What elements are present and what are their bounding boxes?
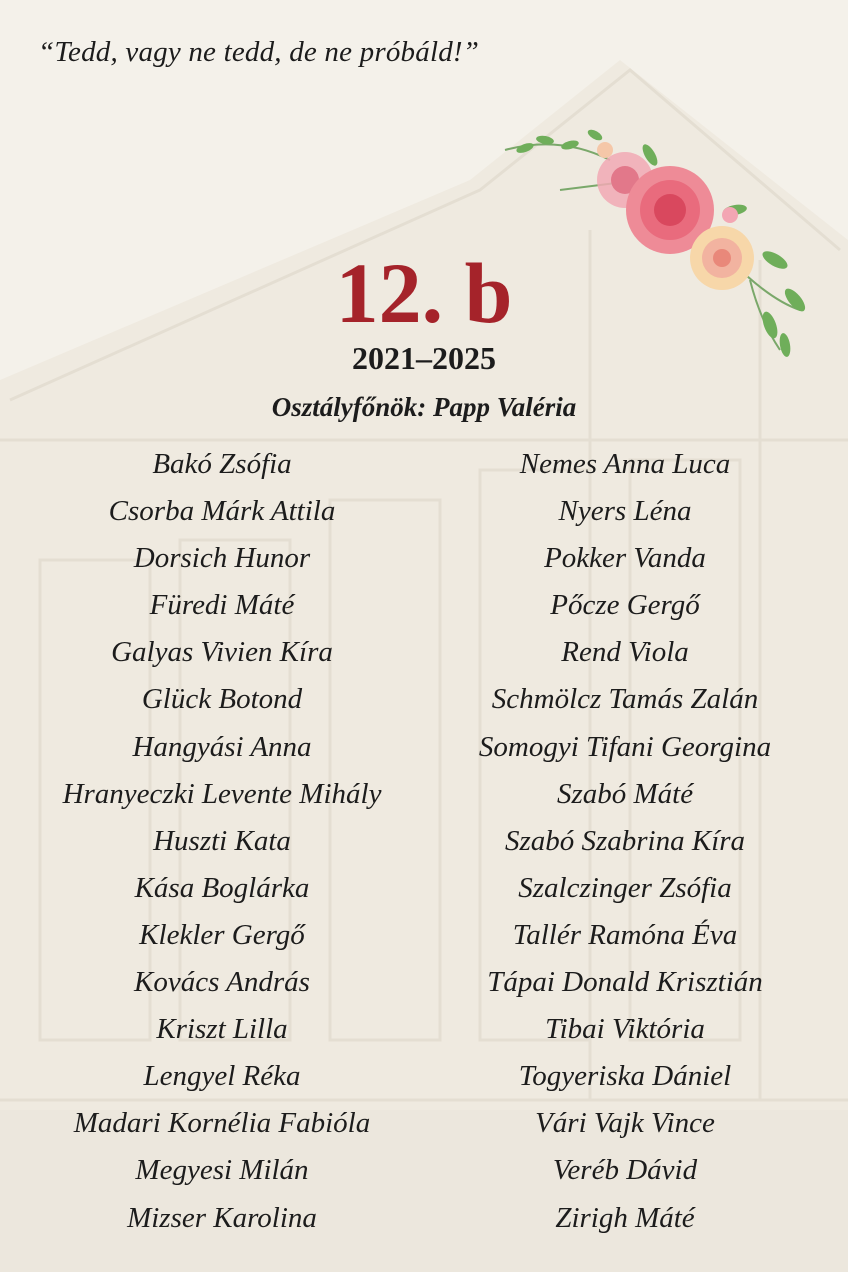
student-name: Tápai Donald Krisztián xyxy=(487,966,763,999)
student-list-right xyxy=(413,446,837,1247)
student-name: Kása Boglárka xyxy=(134,871,310,904)
student-name: Schmölcz Tamás Zalán xyxy=(491,683,759,716)
student-name: Szabó Szabrina Kíra xyxy=(504,824,746,857)
student-name: Lengyel Réka xyxy=(143,1060,301,1093)
student-name: Nemes Anna Luca xyxy=(519,448,731,480)
head-teacher: Osztályfőnök: Papp Valéria xyxy=(271,392,577,422)
student-name: Dorsich Hunor xyxy=(133,542,311,575)
student-name: Madari Kornélia Fabióla xyxy=(73,1107,371,1140)
student-list-left xyxy=(10,446,434,1247)
student-name: Nyers Léna xyxy=(558,495,692,528)
student-name: Pokker Vanda xyxy=(544,542,706,575)
student-name: Huszti Kata xyxy=(153,824,291,857)
student-name: Szabó Máté xyxy=(556,777,694,810)
student-name: Zirigh Máté xyxy=(555,1201,695,1234)
student-name: Hranyeczki Levente Mihály xyxy=(62,777,382,810)
student-name: Pőcze Gergő xyxy=(550,589,700,622)
class-title: 12. b xyxy=(335,245,513,341)
student-name: Megyesi Milán xyxy=(135,1154,309,1187)
student-name: Glück Botond xyxy=(141,683,303,716)
student-name: Tibai Viktória xyxy=(545,1013,705,1046)
student-name: Kriszt Lilla xyxy=(156,1013,288,1046)
student-name: Veréb Dávid xyxy=(552,1154,698,1187)
student-name: Bakó Zsófia xyxy=(152,448,292,480)
student-name: Somogyi Tifani Georgina xyxy=(478,730,772,763)
student-name: Tallér Ramóna Éva xyxy=(512,918,738,951)
quote: “Tedd, vagy ne tedd, de ne próbáld!” xyxy=(38,36,480,68)
student-name: Kovács András xyxy=(134,966,310,999)
student-name: Csorba Márk Attila xyxy=(108,495,336,528)
student-name: Hangyási Anna xyxy=(132,730,312,763)
student-name: Vári Vajk Vince xyxy=(535,1107,715,1140)
student-name: Mizser Karolina xyxy=(127,1201,317,1234)
student-name: Togyeriska Dániel xyxy=(518,1060,732,1093)
student-name: Galyas Vivien Kíra xyxy=(111,636,333,669)
student-name: Füredi Máté xyxy=(149,589,295,622)
student-name: Rend Viola xyxy=(561,636,689,669)
student-name: Klekler Gergő xyxy=(139,918,305,951)
student-name: Szalczinger Zsófia xyxy=(518,871,732,904)
class-years: 2021–2025 xyxy=(352,340,496,376)
